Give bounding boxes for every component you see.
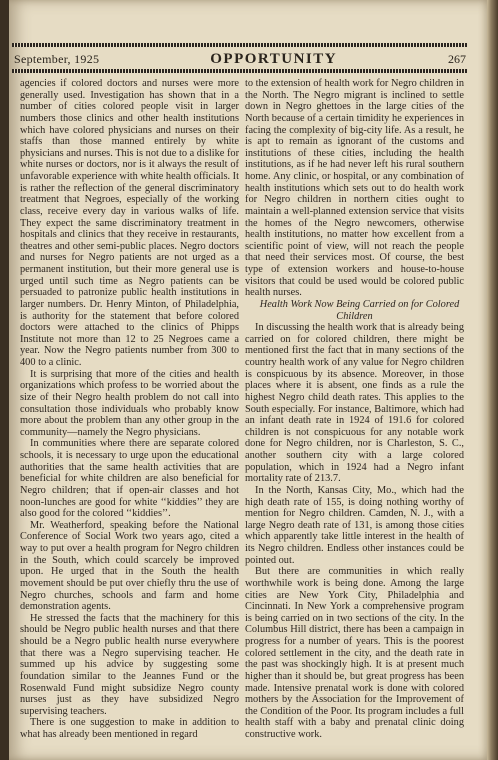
section-subheading: Health Work Now Being Carried on for Colored Children [259,298,460,322]
header-date: September, 1925 [14,51,100,66]
left-paragraph-2: It is surprising that more of the cities and health organizations which profess to be worried about the size of their Negro health problem do not call into consultation those individuals who probably know more about the problem than any other group in the community—namely the Negro physicians. [20,368,239,438]
book-spine-edge [487,0,498,760]
left-column [20,78,239,741]
header-bottom-border [12,69,468,73]
left-paragraph-5: He stressed the facts that the machinery for this should be Negro public health nurses and that there should be a Negro public health nurse everywhere that there was a Negro supervising teacher. He summed up his advice by suggesting some foundation similar to the Jeannes Fund or the Rosenwald Fund might subsidize Negro county nurses just as they have subsidized Negro supervising teachers. [20,612,239,717]
header-journal-title: OPPORTUNITY [210,50,338,67]
header-top-border [12,43,468,47]
running-header [14,50,466,68]
right-column [245,78,464,741]
header-page-number: 267 [448,51,466,66]
left-paragraph-4: Mr. Weatherford, speaking before the National Conference of Social Work two years ago, cited a way to put over a health program for Negro children in the South, which could scarcely be improved upon. He urged that in the South the health movement should be put over chiefly thru the use of Negro churches, schools and farm and home demonstration agents. [20,519,239,613]
left-paragraph-1: agencies if colored doctors and nurses were more generally used. Investigation has shown that in a number of cities colored people visit in larger numbers those clinics and other health institutions which have colored physicians and nurses on their staffs than those manned entirely by white physicians and nurses. This is not due to a dislike for white nurses or doctors, nor is it always the result of unfavorable experience with white health officials. It is rather the reflection of the general discriminatory treatment that Negroes, especially of the working class, receive every day in various walks of life. They expect the same discriminatory treatment in hospitals and clinics that they receive in restaurants, theatres and other semi-public places. Negro doctors and nurses for Negro patients are not urged as a permanent institution, but their more general use is urged until such time as Negro patients can be persuaded to patronize public health institutions in larger numbers. Dr. Henry Minton, of Philadelphia, is authority for the statement that before colored doctors were attached to the clinics of Phipps Institute not more than 12 to 25 Negroes came a year. Now the Negro patients number from 300 to 400 to a clinic. [20,78,240,368]
left-paragraph-6: There is one suggestion to make in addition to what has already been mentioned in regard [20,717,239,740]
right-paragraph-2: In discussing the health work that is already being carried on for colored children, there might be mentioned first the fact that in many sections of the country health work of any value for Negro children is conspicuous by its absence. Moreover, in those places where it is absent, one finds as a rule the highest Negro child death rates. This applies to the South especially. For instance, Baltimore, which had an infant death rate in 1924 of 191.6 for colored children is not conspicuous for any notable work done for Negro children, nor is Charleston, S. C., another southern city with a large colored population, which in 1924 had a Negro infant mortality rate of 213.7. [245,322,464,485]
left-paragraph-3: In communities where there are separate colored schools, it is necessary to urge upon the educational authorities that the same health activities that are beneficial for white children are also beneficial for Negro children; that if open-air classes and hot noon-lunches are good for white ‘‘kiddies’’ they are also good for the colored ‘‘kiddies’’. [20,438,239,520]
right-paragraph-1: to the extension of health work for Negro children in the North. The Negro migrant is inclined to settle down in Negro ghettoes in the large cities of the North because of a certain timidity he experiences in facing the complexity of big-city life. As a result, he is apt to remain as ignorant of the customs and institutions of these cities, including the health institutions, as if he had never left his rural southern home. Any clinic, or hospital, or any combination of health institutions which sets out to do health work for Negro children in northern cities ought to maintain a well-planned extension service that visits the homes of the Negro newcomers, otherwise health institutions, no matter how excellent from a scientific point of view, will not reach the people that need their services most. Of course, the best type of extension workers and house-to-house visitors that could be used would be colored public health nurses. [245,78,464,299]
right-paragraph-3: In the North, Kansas City, Mo., which had the high death rate of 155, is doing nothing worthy of mention for Negro children. Camden, N. J., with a large Negro death rate of 131, is among those cities which apparently take little interest in the health of its Negro children. Endless other instances could be pointed out. [245,484,464,566]
right-paragraph-4: But there are communities in which really worthwhile work is being done. Among the large cities are New York City, Philadelphia and Cincinnati. In New York a comprehensive program is being carried on in two sections of the city. In the Columbus Hill district, there has been a campaign in progress for a number of years. This is the poorest colored settlement in the city, and the death rate in the past was shockingly high. It is at present much higher than it should be, but great progress has been made. Intensive prenatal work is done with colored mothers by the Association for the Improvement of the Condition of the Poor. Its program includes a full health staff with a baby and prenatal clinic doing constructive work. [245,566,464,740]
